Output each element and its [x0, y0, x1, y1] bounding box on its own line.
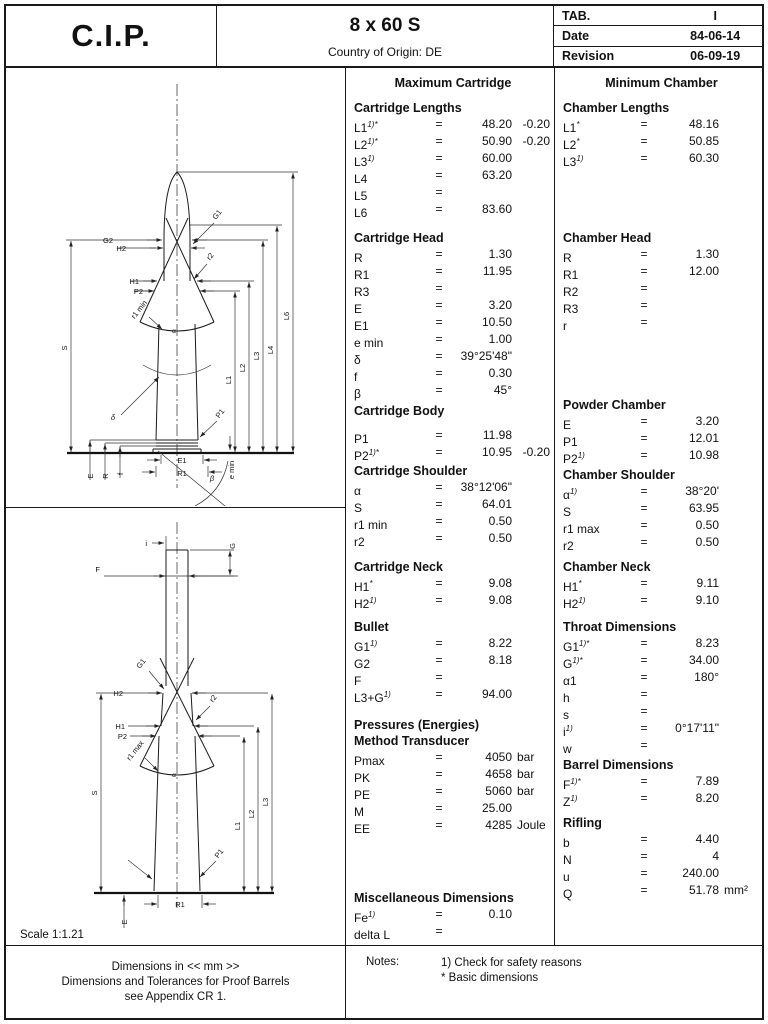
spec-row: β = 45° — [354, 383, 512, 401]
label-g2: G2 — [102, 236, 113, 245]
section-powder-chamber — [563, 397, 760, 464]
spec-row: P1 = 11.98 — [354, 428, 512, 446]
label-r1max: r1 max — [124, 738, 146, 763]
spec-row: L4 = 63.20 — [354, 168, 512, 186]
section-pressures — [354, 717, 552, 834]
footer-note-line: Dimensions in << mm >> — [111, 961, 240, 973]
spec-row: $i^{1)}$ = 0°17'11" — [563, 721, 719, 739]
label-l1: L1 — [233, 821, 242, 831]
spec-row: E = 3.20 — [563, 414, 719, 432]
label-e1: E1 — [177, 456, 187, 465]
label-p1: P1 — [212, 847, 226, 860]
footer-notes — [345, 945, 764, 1020]
maximum-cartridge-column — [345, 68, 554, 945]
spec-row: S = 63.95 — [563, 501, 719, 519]
section-title: Cartridge Neck — [354, 560, 443, 574]
country-of-origin: Country of Origin: DE — [327, 45, 443, 59]
spec-row: $P2^{1)*}$ = 10.95 -0.20 — [354, 445, 550, 463]
label-emin: e min — [227, 460, 236, 480]
spec-row: L2* = 50.85 — [563, 134, 719, 152]
section-title: Barrel Dimensions — [563, 758, 674, 772]
meta-label: Revision — [562, 49, 615, 64]
spec-row: N = 4 — [563, 849, 719, 867]
spec-row: EE = 4285 Joule — [354, 818, 546, 836]
drawings-panel — [4, 68, 345, 945]
spec-row: δ = 39°25'48" — [354, 349, 512, 367]
spec-row: $L2^{1)*}$ = 50.90 -0.20 — [354, 134, 550, 152]
label-l3: L3 — [252, 351, 261, 361]
notes-label: Notes: — [366, 956, 400, 968]
section-barrel-dimensions — [563, 757, 760, 807]
spec-row: $G1^{1)*}$ = 8.23 — [563, 636, 719, 654]
spec-row: $F^{1)*}$ = 7.89 — [563, 774, 719, 792]
spec-row: α1 = 180° — [563, 670, 719, 688]
max-cartridge-title: Maximum Cartridge — [394, 76, 512, 90]
header-title-cell — [217, 4, 553, 68]
spec-row: $L3+G^{1)}$ = 94.00 — [354, 687, 512, 705]
footer-note-line: see Appendix CR 1. — [124, 991, 227, 1003]
section-title: Chamber Shoulder — [563, 468, 675, 482]
section-title: Cartridge Shoulder — [354, 464, 468, 478]
spec-row: H2$^{1)}$ = 9.10 — [563, 593, 719, 611]
cartridge-name: 8 x 60 S — [349, 15, 421, 36]
spec-row: $G^{1)*}$ = 34.00 — [563, 653, 719, 671]
label-r: R — [101, 473, 110, 479]
spec-row: R1 = 11.95 — [354, 264, 512, 282]
spec-row: r = — [563, 315, 648, 333]
minimum-chamber-column — [554, 68, 764, 945]
scale-label: Scale 1:1.21 — [20, 929, 84, 941]
header-org-cell — [4, 4, 217, 68]
spec-row: α = 38°12'06" — [354, 480, 512, 498]
notes-lines — [441, 956, 582, 1018]
label-f: f — [116, 472, 125, 476]
label-p1: P1 — [213, 407, 227, 420]
spec-row: L6 = 83.60 — [354, 202, 512, 220]
section-chamber-shoulder — [563, 467, 760, 551]
footer-dimensions-note — [4, 945, 345, 1020]
spec-row: R2 = — [563, 281, 648, 299]
spec-row: Q = 51.78 mm² — [563, 883, 748, 901]
spec-row: PE = 5060 bar — [354, 784, 535, 802]
label-h2: H2 — [116, 244, 126, 253]
meta-value: I — [713, 8, 717, 23]
spec-row: G1$^{1)}$ = 8.22 — [354, 636, 512, 654]
spec-row: E = 3.20 — [354, 298, 512, 316]
section-title: Cartridge Body — [354, 404, 445, 418]
min-chamber-title: Minimum Chamber — [605, 76, 718, 90]
spec-row: s = — [563, 704, 648, 722]
label-p2: P2 — [117, 732, 127, 741]
section-title: Cartridge Lengths — [354, 101, 462, 115]
spec-row: r2 = 0.50 — [563, 535, 719, 553]
section-bullet — [354, 619, 552, 703]
label-l1: L1 — [224, 375, 233, 385]
label-l2: L2 — [247, 809, 256, 819]
meta-row — [554, 26, 762, 46]
spec-row: delta L = — [354, 924, 443, 942]
spec-row: R = 1.30 — [354, 247, 512, 265]
section-cartridge-body — [354, 403, 552, 461]
spec-row: R1 = 12.00 — [563, 264, 719, 282]
label-l6: L6 — [282, 311, 291, 321]
org-logo-text: C.I.P. — [71, 18, 151, 53]
spec-row: L5 = — [354, 185, 443, 203]
min-chamber-drawing — [6, 508, 345, 945]
spec-row: H1* = 9.11 — [563, 576, 719, 594]
spec-row: L1* = 48.16 — [563, 117, 719, 135]
section-title: Chamber Neck — [563, 560, 651, 574]
spec-row: f = 0.30 — [354, 366, 512, 384]
section-title: Bullet — [354, 620, 389, 634]
spec-row: $\alpha^{1)}$ = 38°20' — [563, 484, 719, 502]
chamber-dimension-labels — [90, 539, 270, 925]
spec-row: R = 1.30 — [563, 247, 719, 265]
label-r1: R1 — [177, 469, 187, 478]
section-cartridge-lengths — [354, 100, 552, 218]
spec-row: PK = 4658 bar — [354, 767, 535, 785]
label-e: E — [120, 919, 129, 925]
spec-row: L3$^{1)}$ = 60.30 — [563, 151, 719, 169]
label-f: F — [95, 565, 100, 574]
spec-row: r1 max = 0.50 — [563, 518, 719, 536]
spec-row: H2$^{1)}$ = 9.08 — [354, 593, 512, 611]
spec-row: e min = 1.00 — [354, 332, 512, 350]
meta-value: 84-06-14 — [690, 28, 741, 43]
section-cartridge-shoulder — [354, 463, 552, 547]
meta-value: 06-09-19 — [690, 49, 741, 64]
section-title: Powder Chamber — [563, 398, 666, 412]
spec-row: H1* = 9.08 — [354, 576, 512, 594]
spec-row: S = 64.01 — [354, 497, 512, 515]
label-i: i — [145, 539, 147, 548]
meta-label: TAB. — [562, 8, 591, 23]
label-beta: β — [209, 474, 215, 483]
label-r1min: r1 min — [129, 298, 149, 321]
meta-row — [554, 6, 762, 26]
spec-row: G2 = 8.18 — [354, 653, 512, 671]
max-cartridge-drawing-frame — [6, 68, 345, 508]
spec-row: w = — [563, 738, 648, 756]
spec-row: F = — [354, 670, 443, 688]
section-title: Chamber Head — [563, 231, 652, 245]
section-title: Miscellaneous Dimensions — [354, 891, 514, 905]
label-h2: H2 — [113, 689, 123, 698]
label-alpha: α — [172, 328, 176, 335]
section-cartridge-neck — [354, 559, 552, 609]
section-title: Rifling — [563, 816, 602, 830]
label-l2: L2 — [238, 363, 247, 373]
label-g1: G1 — [210, 207, 224, 222]
label-p2: P2 — [133, 287, 143, 296]
spec-row: P1 = 12.01 — [563, 431, 719, 449]
label-r2: r2 — [204, 251, 216, 262]
label-alpha: α — [172, 772, 176, 779]
label-h1: H1 — [129, 277, 139, 286]
spec-row: Pmax = 4050 bar — [354, 750, 535, 768]
section-throat-dimensions — [563, 619, 760, 754]
cartridge-profile — [67, 172, 294, 453]
spec-row: u = 240.00 — [563, 866, 719, 884]
note-line: * Basic dimensions — [441, 972, 539, 984]
section-chamber-neck — [563, 559, 760, 609]
spec-row: Fe$^{1)}$ = 0.10 — [354, 907, 512, 925]
section-miscellaneous — [354, 890, 552, 940]
header-meta-table — [553, 4, 764, 68]
cartridge-dimension-labels — [60, 208, 291, 483]
label-l4: L4 — [266, 345, 275, 355]
spec-row: M = 25.00 — [354, 801, 512, 819]
label-e: E — [86, 473, 95, 479]
min-chamber-drawing-frame — [6, 508, 345, 945]
section-subtitle: Method Transducer — [354, 734, 470, 748]
spec-row: $L1^{1)*}$ = 48.20 -0.20 — [354, 117, 550, 135]
section-title: Pressures (Energies) — [354, 718, 480, 732]
label-g1: G1 — [134, 656, 148, 671]
spec-row: b = 4.40 — [563, 832, 719, 850]
spec-row: E1 = 10.50 — [354, 315, 512, 333]
label-r2: r2 — [207, 693, 219, 704]
label-s: S — [90, 790, 99, 796]
meta-label: Date — [562, 28, 590, 43]
section-title: Chamber Lengths — [563, 101, 670, 115]
section-chamber-head — [563, 230, 760, 331]
spec-row: L3$^{1)}$ = 60.00 — [354, 151, 512, 169]
spec-row: r1 min = 0.50 — [354, 514, 512, 532]
note-line: 1) Check for safety reasons — [441, 957, 582, 969]
spec-row: $Z^{1)}$ = 8.20 — [563, 791, 719, 809]
label-l3: L3 — [261, 797, 270, 807]
label-s: S — [60, 345, 69, 351]
section-title: Cartridge Head — [354, 231, 444, 245]
label-h1: H1 — [115, 722, 125, 731]
section-rifling — [563, 815, 760, 899]
section-title: Throat Dimensions — [563, 620, 677, 634]
spec-row: r2 = 0.50 — [354, 531, 512, 549]
spec-row: h = — [563, 687, 648, 705]
section-cartridge-head — [354, 230, 552, 399]
spec-row: P2$^{1)}$ = 10.98 — [563, 448, 719, 466]
meta-row — [554, 47, 762, 66]
label-g: G — [228, 543, 237, 549]
section-chamber-lengths — [563, 100, 760, 167]
spec-row: R3 = — [354, 281, 443, 299]
spec-row: R3 = — [563, 298, 648, 316]
label-delta: δ — [110, 413, 115, 422]
label-r1: R1 — [175, 900, 185, 909]
max-cartridge-drawing — [6, 68, 345, 506]
footer-note-line: Dimensions and Tolerances for Proof Barrels — [61, 976, 290, 988]
